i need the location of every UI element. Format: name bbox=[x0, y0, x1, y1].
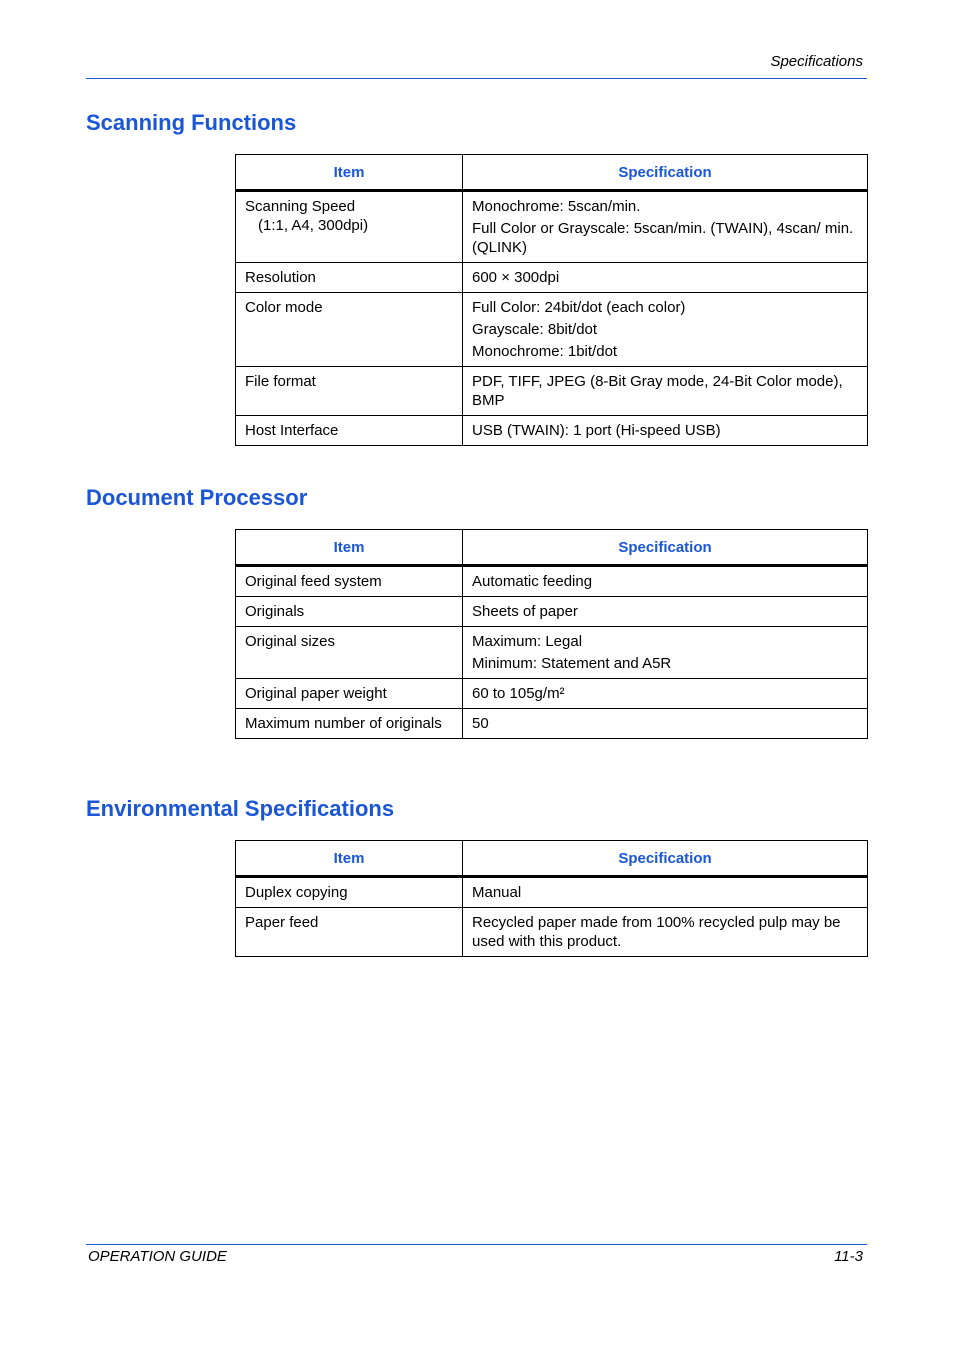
item-cell bbox=[236, 679, 463, 709]
item-cell bbox=[236, 293, 463, 367]
table-row bbox=[236, 709, 868, 739]
item-text: Maximum number of originals bbox=[245, 715, 442, 732]
document-processor-table bbox=[235, 529, 868, 739]
spec-cell bbox=[463, 293, 868, 367]
item-cell bbox=[236, 627, 463, 679]
item-cell bbox=[236, 709, 463, 739]
spec-text: Monochrome: 1bit/dot bbox=[472, 343, 618, 360]
footer-guide-title: OPERATION GUIDE bbox=[88, 1248, 227, 1265]
table-row bbox=[236, 597, 868, 627]
page-number: 11-3 bbox=[834, 1248, 863, 1265]
spec-cell bbox=[463, 679, 868, 709]
spec-cell bbox=[463, 263, 868, 293]
spec-text: PDF, TIFF, JPEG (8-Bit Gray mode, 24-Bit Color mode), BMP bbox=[472, 373, 843, 409]
item-cell bbox=[236, 416, 463, 446]
spec-text: 60 to 105g/m² bbox=[472, 685, 565, 702]
header-rule bbox=[86, 78, 867, 79]
table-row bbox=[236, 566, 868, 597]
item-text: Original sizes bbox=[245, 633, 336, 650]
spec-cell bbox=[463, 597, 868, 627]
spec-text: Sheets of paper bbox=[472, 603, 578, 620]
table-row bbox=[236, 263, 868, 293]
spec-text: Maximum: Legal bbox=[472, 633, 583, 650]
item-text: Color mode bbox=[245, 299, 323, 316]
item-text: Originals bbox=[245, 603, 305, 620]
spec-text: Full Color: 24bit/dot (each color) bbox=[472, 299, 686, 316]
column-header-item: Item bbox=[236, 841, 463, 877]
environmental-specifications-table bbox=[235, 840, 868, 957]
item-cell bbox=[236, 908, 463, 957]
footer-rule bbox=[86, 1244, 867, 1245]
table-row bbox=[236, 191, 868, 263]
spec-text: Minimum: Statement and A5R bbox=[472, 655, 672, 672]
table-row bbox=[236, 679, 868, 709]
item-text: File format bbox=[245, 373, 316, 390]
spec-text: Full Color or Grayscale: 5scan/min. (TWAIN), 4scan/ min. (QLINK) bbox=[472, 220, 854, 256]
spec-cell bbox=[463, 908, 868, 957]
column-header-item: Item bbox=[236, 530, 463, 566]
item-text: Host Interface bbox=[245, 422, 339, 439]
table-row bbox=[236, 367, 868, 416]
spec-cell bbox=[463, 416, 868, 446]
spec-cell bbox=[463, 709, 868, 739]
spec-cell bbox=[463, 191, 868, 263]
item-text: Original paper weight bbox=[245, 685, 387, 702]
spec-text: Monochrome: 5scan/min. bbox=[472, 198, 641, 215]
item-subtext: (1:1, A4, 300dpi) bbox=[258, 217, 369, 234]
table-row bbox=[236, 877, 868, 908]
column-header-specification: Specification bbox=[463, 155, 868, 191]
section-title-environmental-specifications: Environmental Specifications bbox=[86, 796, 395, 821]
item-text: Resolution bbox=[245, 269, 316, 286]
spec-cell bbox=[463, 367, 868, 416]
spec-cell bbox=[463, 566, 868, 597]
spec-text: Manual bbox=[472, 884, 522, 901]
item-cell bbox=[236, 597, 463, 627]
section-title-document-processor: Document Processor bbox=[86, 485, 308, 510]
section-title-scanning-functions: Scanning Functions bbox=[86, 110, 297, 135]
column-header-item: Item bbox=[236, 155, 463, 191]
spec-text: Grayscale: 8bit/dot bbox=[472, 321, 598, 338]
item-text: Duplex copying bbox=[245, 884, 348, 901]
spec-text: USB (TWAIN): 1 port (Hi-speed USB) bbox=[472, 422, 721, 439]
spec-text: 50 bbox=[472, 715, 489, 732]
item-cell bbox=[236, 566, 463, 597]
spec-cell bbox=[463, 877, 868, 908]
item-text: Paper feed bbox=[245, 914, 319, 931]
item-text: Original feed system bbox=[245, 573, 382, 590]
running-header: Specifications bbox=[770, 53, 863, 70]
scanning-functions-table bbox=[235, 154, 868, 446]
item-cell bbox=[236, 263, 463, 293]
item-cell bbox=[236, 367, 463, 416]
table-row bbox=[236, 627, 868, 679]
column-header-specification: Specification bbox=[463, 841, 868, 877]
spec-cell bbox=[463, 627, 868, 679]
item-cell bbox=[236, 877, 463, 908]
item-cell bbox=[236, 191, 463, 263]
table-row bbox=[236, 908, 868, 957]
table-row bbox=[236, 293, 868, 367]
spec-text: Recycled paper made from 100% recycled pulp may be used with this product. bbox=[472, 914, 841, 950]
item-text: Scanning Speed bbox=[245, 198, 356, 215]
spec-text: 600 × 300dpi bbox=[472, 269, 560, 286]
table-row bbox=[236, 416, 868, 446]
spec-text: Automatic feeding bbox=[472, 573, 593, 590]
column-header-specification: Specification bbox=[463, 530, 868, 566]
